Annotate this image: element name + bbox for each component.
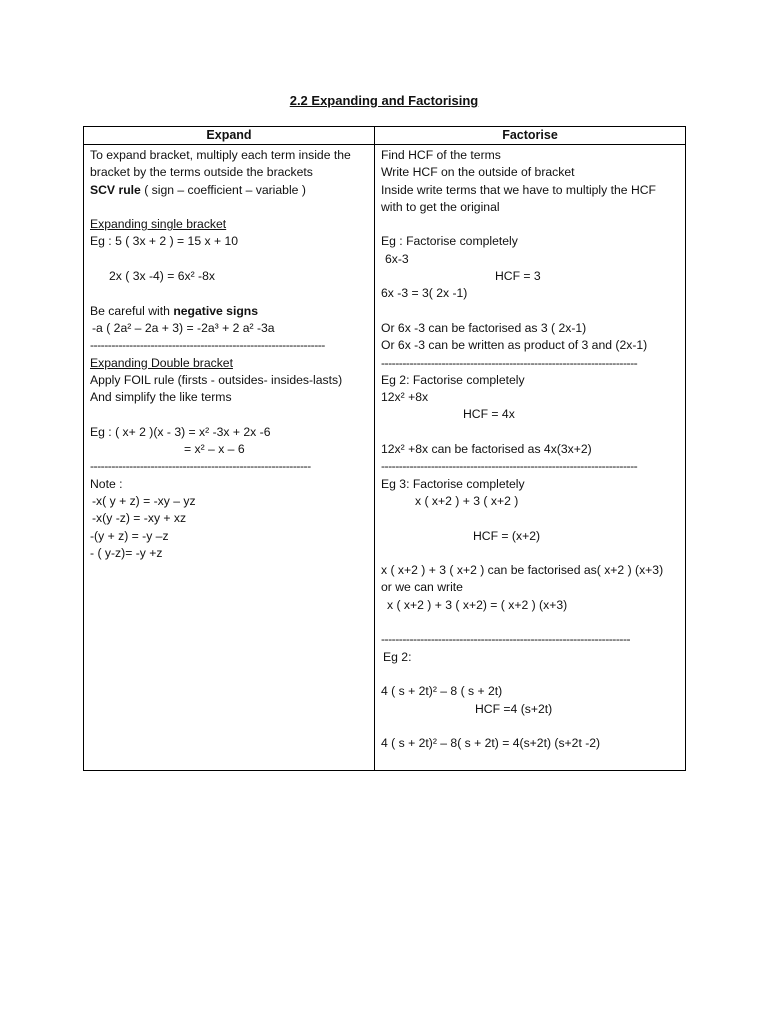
factorise-example-3-result: x ( x+2 ) + 3 ( x+2 ) can be factorised as( x+2 ) (x+3) (381, 563, 664, 578)
expand-example-1: Eg : 5 ( 3x + 2 ) = 15 x + 10 (90, 234, 239, 249)
foil-simplify-line: And simplify the like terms (90, 390, 232, 405)
factorise-column (375, 145, 686, 771)
expand-intro-line-2: bracket by the terms outside the brackets (90, 165, 313, 180)
divider-1: ------------------------------------------------------------------ (90, 338, 325, 353)
factorise-step-1: Find HCF of the terms (381, 148, 501, 162)
factorise-example-4-result: 4 ( s + 2t)² – 8( s + 2t) = 4(s+2t) (s+2t -2) (381, 736, 601, 751)
note-label: Note : (90, 476, 123, 491)
factorise-or-line-2: Or 6x -3 can be written as product of 3 and (2x-1) (381, 338, 648, 353)
page-title: 2.2 Expanding and Factorising (289, 93, 479, 108)
factorise-example-3-alt: x ( x+2 ) + 3 ( x+2) = ( x+2 ) (x+3) (387, 597, 568, 612)
expand-factorise-table (83, 126, 686, 771)
double-example-line-1: Eg : ( x+ 2 )(x - 3) = x² -3x + 2x -6 (90, 424, 271, 439)
factorise-header: Factorise (375, 127, 686, 145)
factorise-example-2-result: 12x² +8x can be factorised as 4x(3x+2) (381, 442, 592, 457)
expand-header: Expand (84, 127, 375, 145)
careful-text: Be careful with (90, 303, 174, 318)
factorise-or-line-1: Or 6x -3 can be factorised as 3 ( 2x-1) (381, 320, 587, 335)
note-line-1: -x( y + z) = -xy – yz (92, 493, 196, 508)
double-example-line-2: = x² – x – 6 (184, 442, 245, 457)
expand-intro-line-1: To expand bracket, multiply each term inside the (90, 148, 351, 162)
factorise-divider-1: ------------------------------------------------------------------------ (381, 355, 638, 370)
scv-rule-text: ( sign – coefficient – variable ) (140, 182, 306, 197)
factorise-step-2: Write HCF on the outside of bracket (381, 165, 575, 180)
scv-rule-label: SCV rule (90, 182, 141, 197)
negative-signs-bold: negative signs (173, 303, 258, 318)
foil-rule-line: Apply FOIL rule (firsts - outsides- insides-lasts) (90, 372, 343, 387)
divider-2: -------------------------------------------------------------- (90, 459, 311, 474)
factorise-example-2-heading: Eg 2: Factorise completely (381, 372, 525, 387)
factorise-example-2-expr: 12x² +8x (381, 390, 429, 405)
note-line-3: -(y + z) = -y –z (90, 528, 169, 543)
factorise-example-3-heading: Eg 3: Factorise completely (381, 476, 525, 491)
scv-rule-line (90, 182, 369, 199)
factorise-example-2-hcf: HCF = 4x (463, 407, 515, 422)
note-line-4: - ( y-z)= -y +z (90, 545, 163, 560)
factorise-step-3-cont: with to get the original (381, 199, 500, 214)
factorise-example-4-hcf: HCF =4 (s+2t) (475, 701, 553, 716)
factorise-example-1-hcf: HCF = 3 (495, 269, 541, 284)
factorise-example-4-expr: 4 ( s + 2t)² – 8 ( s + 2t) (381, 684, 503, 699)
single-bracket-heading: Expanding single bracket (90, 217, 227, 232)
negative-signs-line (90, 303, 369, 320)
expand-column (84, 145, 375, 771)
expand-example-2: 2x ( 3x -4) = 6x² -8x (109, 269, 215, 284)
double-bracket-heading: Expanding Double bracket (90, 355, 233, 370)
factorise-step-3: Inside write terms that we have to multiply the HCF (381, 182, 656, 197)
factorise-example-3-expr: x ( x+2 ) + 3 ( x+2 ) (415, 493, 519, 508)
factorise-example-1-heading: Eg : Factorise completely (381, 234, 518, 249)
factorise-divider-3: ---------------------------------------------------------------------- (381, 632, 631, 647)
factorise-example-4-heading: Eg 2: (383, 649, 412, 664)
factorise-example-3-or: or we can write (381, 580, 463, 595)
note-line-2: -x(y -z) = -xy + xz (92, 511, 187, 526)
factorise-example-1-result: 6x -3 = 3( 2x -1) (381, 286, 468, 301)
factorise-divider-2: ------------------------------------------------------------------------ (381, 459, 638, 474)
factorise-example-1-expr: 6x-3 (385, 251, 409, 266)
factorise-example-3-hcf: HCF = (x+2) (473, 528, 541, 543)
negative-example: -a ( 2a² – 2a + 3) = -2a³ + 2 a² -3a (92, 320, 275, 335)
